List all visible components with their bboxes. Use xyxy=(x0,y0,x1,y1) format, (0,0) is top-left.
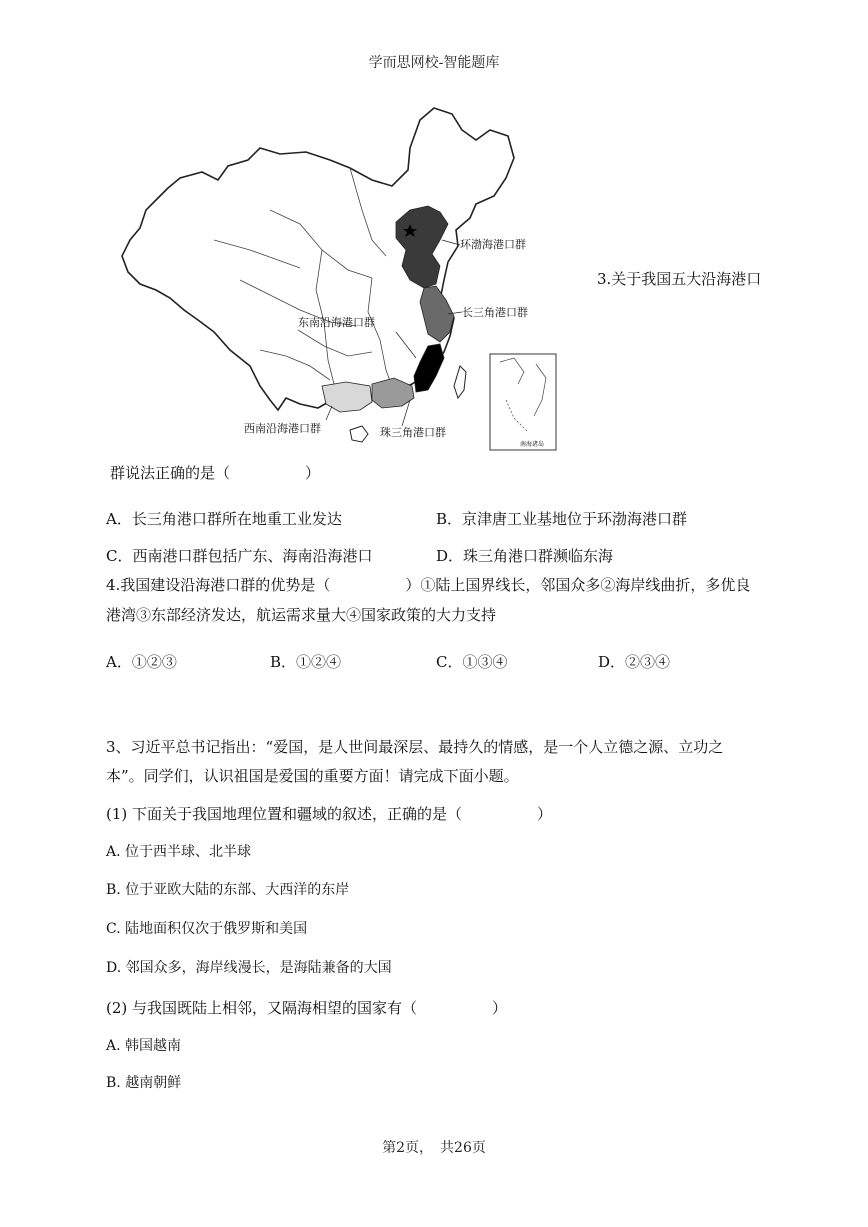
q4-option-a[interactable]: A．①②③ xyxy=(106,653,177,671)
q3-stem-part2: 群说法正确的是（ ） xyxy=(110,464,321,482)
hainan-island xyxy=(350,426,368,442)
q3-option-c[interactable]: C．西南港口群包括广东、海南沿海港口 xyxy=(106,547,373,565)
q3b-sub2-option-a[interactable]: A. 韩国越南 xyxy=(106,1038,182,1054)
label-southwest: 西南沿海港口群 xyxy=(244,422,321,435)
q3b-sub1-option-c[interactable]: C. 陆地面积仅次于俄罗斯和美国 xyxy=(106,921,308,937)
q3-stem-part1: 3.关于我国五大沿海港口 xyxy=(597,270,762,288)
label-southeast: 东南沿海港口群 xyxy=(298,316,375,329)
q3-option-b[interactable]: B．京津唐工业基地位于环渤海港口群 xyxy=(436,510,688,528)
southwest-port-group xyxy=(322,382,372,412)
q4-stem-line1: 4.我国建设沿海港口群的优势是（ ）①陆上国界线长，邻国众多②海岸线曲折，多优良 xyxy=(106,576,751,594)
q3b-sub2-option-b[interactable]: B. 越南朝鲜 xyxy=(106,1075,182,1091)
q3b-sub2-stem: (2) 与我国既陆上相邻，又隔海相望的国家有（ ） xyxy=(106,999,508,1017)
q3b-sub1-stem: (1) 下面关于我国地理位置和疆域的叙述，正确的是（ ） xyxy=(106,805,553,823)
label-pearl: 珠三角港口群 xyxy=(380,426,446,439)
china-port-map xyxy=(110,100,570,456)
q4-option-c[interactable]: C．①③④ xyxy=(436,653,508,671)
q3-option-d[interactable]: D．珠三角港口群濒临东海 xyxy=(436,547,614,565)
q3b-sub1-option-b[interactable]: B. 位于亚欧大陆的东部、大西洋的东岸 xyxy=(106,882,350,898)
south-sea-inset xyxy=(490,354,556,450)
q4-option-b[interactable]: B．①②④ xyxy=(270,653,342,671)
page-footer: 第2页， 共26页 xyxy=(382,1140,486,1156)
page-header: 学而思网校-智能题库 xyxy=(368,55,500,71)
label-yangtze: 长三角港口群 xyxy=(462,306,528,319)
label-bohai: 环渤海港口群 xyxy=(460,238,526,251)
q4-stem-line2: 港湾③东部经济发达，航运需求量大④国家政策的大力支持 xyxy=(106,606,497,624)
q3b-intro-line2: 本”。同学们，认识祖国是爱国的重要方面！请完成下面小题。 xyxy=(106,767,519,785)
inset-label: 南海诸岛 xyxy=(520,441,545,448)
q4-option-d[interactable]: D．②③④ xyxy=(598,653,671,671)
q3-option-a[interactable]: A．长三角港口群所在地重工业发达 xyxy=(106,510,342,528)
q3b-sub1-option-d[interactable]: D. 邻国众多，海岸线漫长，是海陆兼备的大国 xyxy=(106,960,392,976)
q3b-intro-line1: 3、习近平总书记指出：“爱国，是人世间最深层、最持久的情感，是一个人立德之源、立功之 xyxy=(106,738,724,756)
china-outline xyxy=(122,108,514,410)
taiwan-island xyxy=(454,366,466,398)
q3b-sub1-option-a[interactable]: A. 位于西半球、北半球 xyxy=(106,844,252,860)
